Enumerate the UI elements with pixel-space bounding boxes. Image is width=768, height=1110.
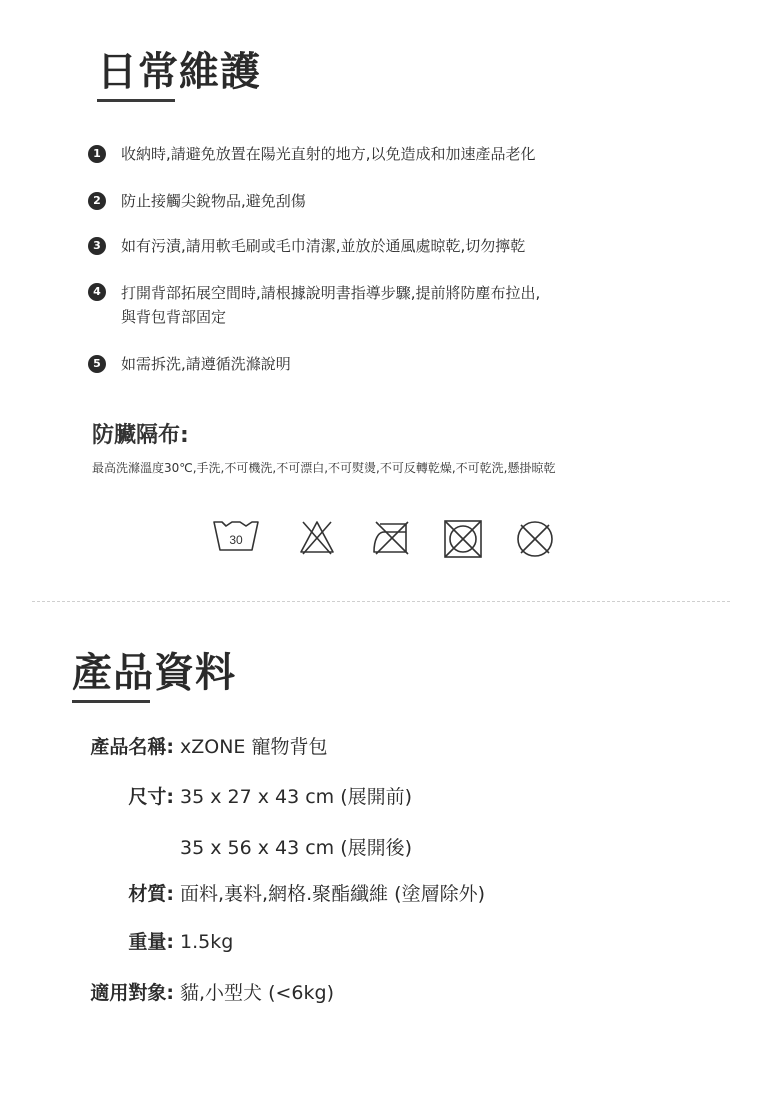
product-title-underline (72, 700, 150, 703)
care-item-text: 如需拆洗,請遵循洗滌說明 (121, 355, 291, 373)
fabric-care-note: 最高洗滌溫度30℃,手洗,不可機洗,不可漂白,不可熨燙,不可反轉乾燥,不可乾洗,懸掛晾乾 (92, 461, 556, 475)
no-bleach-icon (297, 518, 337, 558)
care-item-text: 如有污漬,請用軟毛刷或毛巾清潔,並放於通風處晾乾,切勿擰乾 (121, 237, 526, 255)
info-label: 尺寸: (128, 786, 174, 808)
wash-30-icon (212, 518, 260, 554)
care-item-text: 防止接觸尖銳物品,避免刮傷 (121, 192, 306, 210)
section-divider (32, 601, 730, 602)
info-value: 貓,小型犬 (<6kg) (180, 982, 334, 1004)
care-item-1 (88, 143, 728, 190)
no-dry-clean-icon (514, 518, 556, 560)
care-section-title: 日常維護 (97, 49, 261, 95)
info-value: 35 x 27 x 43 cm (展開前) (180, 786, 413, 808)
number-5-icon: 5 (88, 355, 106, 373)
info-value: 面料,裏料,網格.聚酯纖維 (塗層除外) (180, 883, 485, 905)
product-section-title: 產品資料 (72, 650, 236, 696)
no-iron-icon (370, 518, 414, 558)
wash-temp-label: 30 (229, 533, 243, 547)
number-1-icon: 1 (88, 145, 106, 163)
care-item-4 (88, 281, 728, 353)
info-label: 材質: (128, 883, 174, 905)
care-list (88, 143, 728, 383)
info-label: 產品名稱: (90, 736, 174, 758)
info-value: xZONE 寵物背包 (180, 736, 328, 758)
info-label: 重量: (128, 931, 174, 953)
care-item-3 (88, 235, 728, 281)
care-item-text: 收納時,請避免放置在陽光直射的地方,以免造成和加速產品老化 (121, 145, 536, 163)
care-item-5 (88, 353, 728, 383)
number-2-icon: 2 (88, 192, 106, 210)
care-item-text: 打開背部拓展空間時,請根據說明書指導步驟,提前將防塵布拉出, 與背包背部固定 (121, 284, 541, 326)
care-title-underline (97, 99, 175, 102)
number-3-icon: 3 (88, 237, 106, 255)
info-value: 35 x 56 x 43 cm (展開後) (180, 837, 413, 859)
info-value: 1.5kg (180, 931, 234, 953)
care-item-2 (88, 190, 728, 235)
fabric-title: 防臟隔布: (92, 423, 189, 448)
no-tumble-dry-icon (442, 518, 484, 560)
info-label: 適用對象: (90, 982, 174, 1004)
number-4-icon: 4 (88, 283, 106, 301)
care-symbols (212, 518, 557, 562)
